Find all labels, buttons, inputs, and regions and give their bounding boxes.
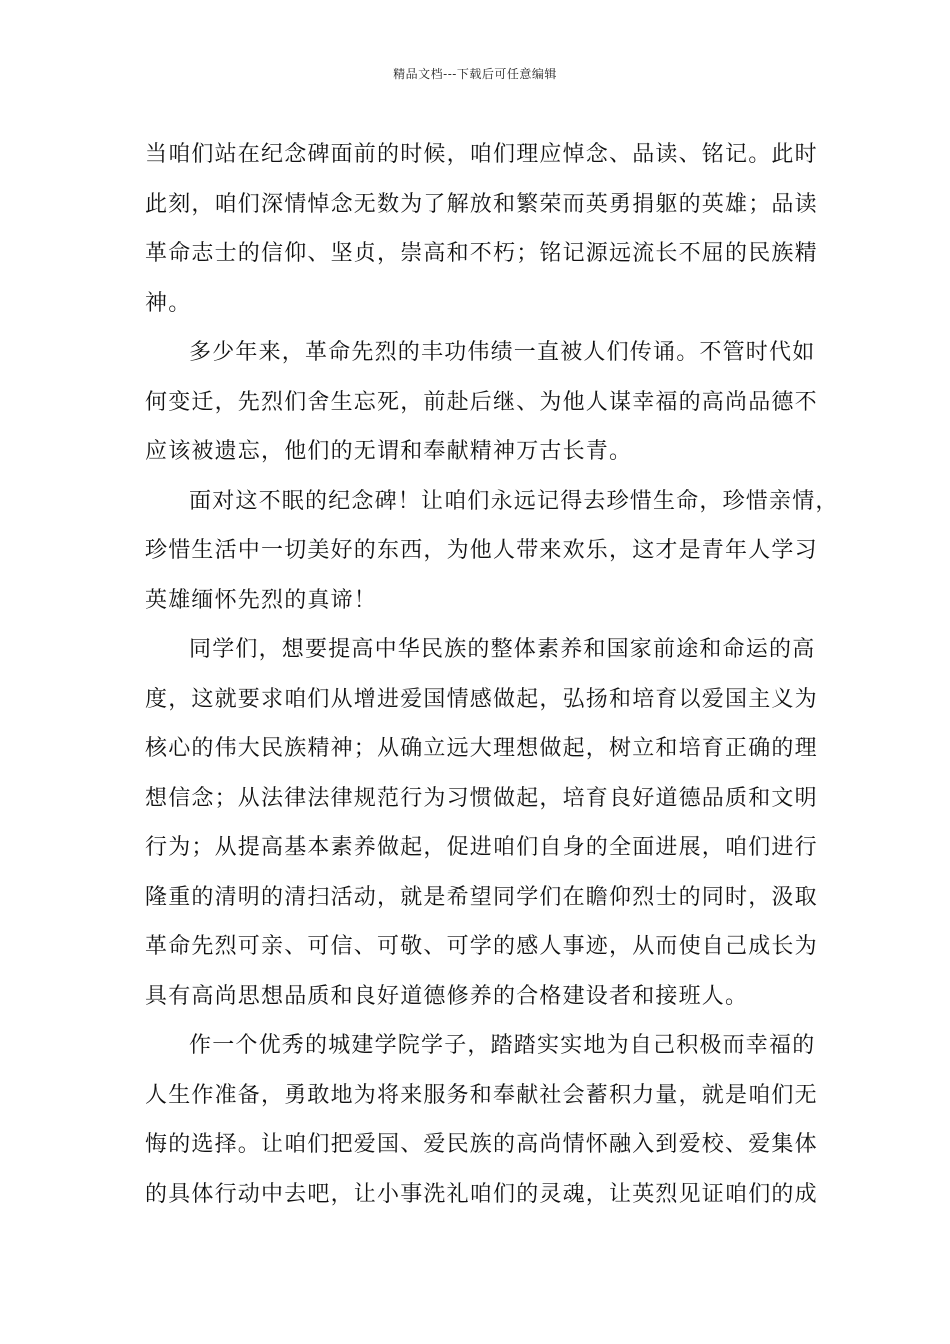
paragraph	[145, 1021, 825, 1219]
paragraph	[145, 477, 839, 626]
text-line: 此刻，咱们深情悼念无数为了解放和繁荣而英勇捐躯的英雄；品读	[145, 191, 818, 217]
paragraph	[145, 328, 825, 477]
text-line: 神。	[145, 290, 192, 316]
text-line: 作一个优秀的城建学院学子，踏踏实实地为自己积极而幸福的	[189, 1033, 816, 1058]
text-line: 面对这不眠的纪念碑！让咱们永远记得去珍惜生命，珍惜亲情，	[189, 488, 839, 514]
text-line: 的具体行动中去吧，让小事洗礼咱们的灵魂，让英烈见证咱们的成	[145, 1181, 818, 1207]
text-line: 核心的伟大民族精神；从确立远大理想做起，树立和培育正确的理	[145, 736, 818, 761]
text-line: 珍惜生活中一切美好的东西，为他人带来欢乐，这才是青年人学习	[145, 538, 818, 563]
text-line: 当咱们站在纪念碑面前的时候，咱们理应悼念、品读、铭记。此时	[145, 142, 818, 167]
text-line: 同学们，想要提高中华民族的整体素养和国家前途和命运的高	[189, 637, 816, 662]
text-line: 行为；从提高基本素养做起，促进咱们自身的全面进展，咱们进行	[145, 835, 818, 860]
text-line: 革命志士的信仰、坚贞，崇高和不朽；铭记源远流长不屈的民族精	[145, 241, 818, 266]
text-line: 应该被遗忘，他们的无谓和奉献精神万古长青。	[145, 439, 633, 464]
text-line: 隆重的清明的清扫活动，就是希望同学们在瞻仰烈士的同时，汲取	[145, 884, 818, 910]
paragraph	[145, 130, 825, 328]
text-line: 革命先烈可亲、可信、可敬、可学的感人事迹，从而使自己成长为	[145, 934, 818, 959]
text-line: 何变迁，先烈们舍生忘死，前赴后继、为他人谋幸福的高尚品德不	[145, 389, 818, 415]
paragraph	[145, 625, 825, 1021]
text-line: 想信念；从法律法律规范行为习惯做起，培育良好道德品质和文明	[145, 785, 818, 811]
text-line: 多少年来，革命先烈的丰功伟绩一直被人们传诵。不管时代如	[189, 340, 816, 365]
text-line: 悔的选择。让咱们把爱国、爱民族的高尚情怀融入到爱校、爱集体	[145, 1132, 818, 1157]
text-line: 人生作准备，勇敢地为将来服务和奉献社会蓄积力量，就是咱们无	[145, 1082, 818, 1108]
text-line: 英雄缅怀先烈的真谛！	[145, 587, 378, 613]
text-line: 具有高尚思想品质和良好道德修养的合格建设者和接班人。	[145, 983, 749, 1009]
text-line: 度，这就要求咱们从增进爱国情感做起，弘扬和培育以爱国主义为	[145, 686, 818, 712]
document-body	[145, 130, 839, 1219]
page-header: 精品文档---下载后可任意编辑	[393, 67, 557, 81]
